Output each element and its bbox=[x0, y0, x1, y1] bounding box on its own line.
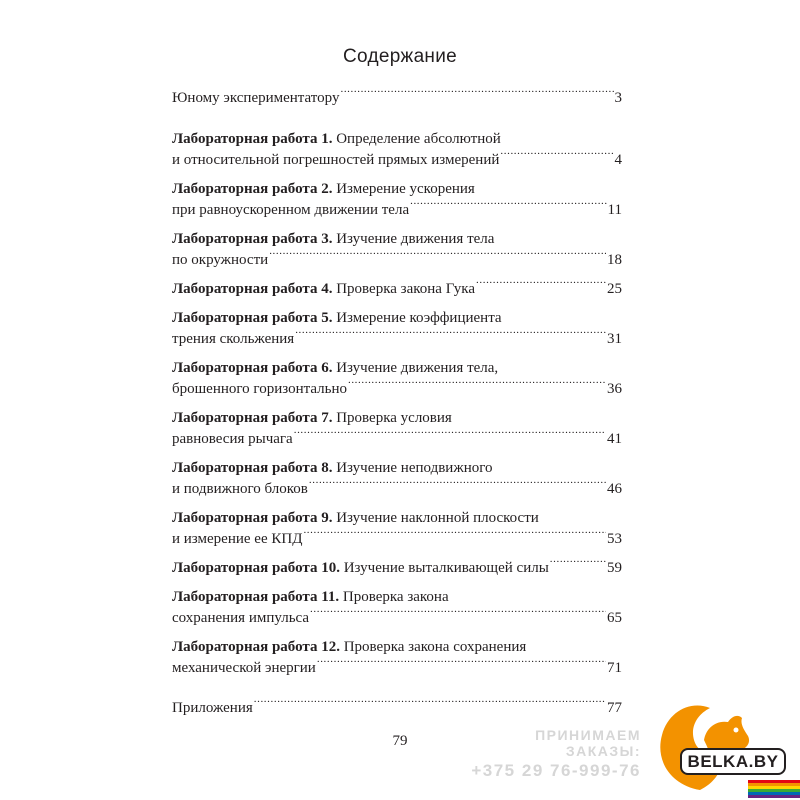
toc-entry-last-line bbox=[172, 608, 622, 629]
toc-page-number: 41 bbox=[607, 431, 622, 447]
toc-page-number: 59 bbox=[607, 560, 622, 576]
toc-entry-text bbox=[172, 529, 302, 550]
dot-leader bbox=[303, 529, 606, 543]
toc-entry-title: трения скольжения bbox=[172, 331, 295, 347]
dot-leader bbox=[269, 250, 606, 264]
toc-page-number: 36 bbox=[607, 381, 622, 397]
toc-page-number: 4 bbox=[614, 152, 622, 168]
toc-entry-last-line bbox=[172, 429, 622, 450]
toc-entry bbox=[172, 587, 622, 629]
toc-page-number: 53 bbox=[607, 531, 622, 547]
toc-entry-last-line bbox=[172, 529, 622, 550]
lab-work-label: Лабораторная работа 1. bbox=[172, 131, 333, 147]
toc-entry-text bbox=[172, 608, 309, 629]
toc-entry bbox=[172, 179, 622, 221]
toc-entry-last-line bbox=[172, 658, 622, 679]
toc-entry-text bbox=[172, 460, 493, 476]
toc-entry-line bbox=[172, 587, 622, 608]
logo-text: BELKA.BY bbox=[680, 748, 786, 775]
toc-entry-title: Проверка условия bbox=[332, 410, 452, 426]
toc-entry-title: и измерение ее КПД bbox=[172, 531, 303, 547]
lab-work-label: Лабораторная работа 9. bbox=[172, 510, 333, 526]
toc-entry-text bbox=[172, 131, 501, 147]
toc-entry-title: Изучение неподвижного bbox=[332, 460, 493, 476]
toc-entry-title: равновесия рычага bbox=[172, 431, 293, 447]
toc-entry-text bbox=[172, 150, 499, 171]
toc-entry-last-line bbox=[172, 479, 622, 500]
toc-entry-last-line bbox=[172, 250, 622, 271]
toc-entry-line bbox=[172, 408, 622, 429]
toc-entry-text bbox=[172, 479, 308, 500]
toc-entry-text bbox=[172, 698, 253, 719]
toc-entry bbox=[172, 408, 622, 450]
toc-entry-text bbox=[172, 639, 526, 655]
dot-leader bbox=[410, 200, 606, 214]
toc-entry bbox=[172, 698, 622, 719]
toc-entry-last-line bbox=[172, 379, 622, 400]
lab-work-label: Лабораторная работа 11. bbox=[172, 589, 340, 605]
dot-leader bbox=[550, 558, 606, 572]
toc-page-number: 18 bbox=[607, 252, 622, 268]
toc-entry-text bbox=[172, 200, 409, 221]
toc-entry-last-line bbox=[172, 558, 622, 579]
toc-entry bbox=[172, 88, 622, 109]
toc-entry-title: Изучение движения тела bbox=[332, 231, 495, 247]
toc-page-number: 3 bbox=[614, 90, 622, 106]
toc-entry-line bbox=[172, 358, 622, 379]
toc-entry bbox=[172, 558, 622, 579]
toc-entry-text bbox=[172, 658, 316, 679]
toc-page-number: 25 bbox=[607, 281, 622, 297]
toc-entry-title: и относительной погрешностей прямых измерений bbox=[172, 152, 500, 168]
toc-entry bbox=[172, 279, 622, 300]
watermark bbox=[456, 727, 641, 781]
toc-page-number: 31 bbox=[607, 331, 622, 347]
lab-work-label: Лабораторная работа 6. bbox=[172, 360, 333, 376]
dot-leader bbox=[348, 379, 606, 393]
toc-entry-line bbox=[172, 508, 622, 529]
dot-leader bbox=[294, 429, 606, 443]
watermark-line-2: +375 29 76-999-76 bbox=[471, 761, 641, 780]
toc-entry bbox=[172, 308, 622, 350]
dot-leader bbox=[310, 608, 606, 622]
dot-leader bbox=[476, 279, 606, 293]
toc-entry-text bbox=[172, 279, 475, 300]
toc-entry-line bbox=[172, 229, 622, 250]
toc-entry bbox=[172, 129, 622, 171]
toc-page-number: 65 bbox=[607, 610, 622, 626]
lab-work-label: Лабораторная работа 5. bbox=[172, 310, 333, 326]
toc-entry-title: Юному экспериментатору bbox=[172, 90, 340, 106]
toc-entry-line bbox=[172, 179, 622, 200]
toc-entry-title: брошенного горизонтально bbox=[172, 381, 347, 397]
toc-entry-title: Измерение ускорения bbox=[332, 181, 475, 197]
toc-entry bbox=[172, 508, 622, 550]
lab-work-label: Лабораторная работа 12. bbox=[172, 639, 340, 655]
toc-entry bbox=[172, 458, 622, 500]
toc-entry-title: Изучение выталкивающей силы bbox=[339, 560, 549, 576]
toc-entry-text bbox=[172, 589, 449, 605]
toc-entry-title: Измерение коэффициента bbox=[332, 310, 502, 326]
table-of-contents bbox=[172, 88, 622, 719]
lab-work-label: Лабораторная работа 8. bbox=[172, 460, 333, 476]
toc-entry-line bbox=[172, 637, 622, 658]
dot-leader bbox=[295, 329, 606, 343]
toc-entry-title: по окружности bbox=[172, 252, 269, 268]
toc-entry-text bbox=[172, 510, 539, 526]
toc-entry-title: сохранения импульса bbox=[172, 610, 310, 626]
toc-entry-text bbox=[172, 181, 475, 197]
toc-page-number: 71 bbox=[607, 660, 622, 676]
toc-entry-title: механической энергии bbox=[172, 660, 316, 676]
toc-entry-title: Изучение движения тела, bbox=[332, 360, 499, 376]
toc-entry-text bbox=[172, 250, 268, 271]
toc-entry-title: Проверка закона Гука bbox=[332, 281, 476, 297]
toc-entry-title: Приложения bbox=[172, 700, 253, 716]
toc-entry-text bbox=[172, 379, 347, 400]
toc-entry-text bbox=[172, 360, 498, 376]
dot-leader bbox=[500, 150, 613, 164]
dot-leader bbox=[340, 88, 613, 102]
lab-work-label: Лабораторная работа 4. bbox=[172, 281, 333, 297]
toc-entry-line bbox=[172, 129, 622, 150]
toc-entry bbox=[172, 358, 622, 400]
toc-entry-text bbox=[172, 88, 339, 109]
toc-entry-last-line bbox=[172, 329, 622, 350]
dot-leader bbox=[254, 698, 606, 712]
toc-entry-title: Изучение наклонной плоскости bbox=[332, 510, 539, 526]
toc-entry-title: Проверка закона сохранения bbox=[339, 639, 527, 655]
toc-entry-last-line bbox=[172, 698, 622, 719]
logo-stripe-purple bbox=[748, 795, 800, 798]
toc-entry-last-line bbox=[172, 150, 622, 171]
lab-work-label: Лабораторная работа 2. bbox=[172, 181, 333, 197]
toc-entry-title: и подвижного блоков bbox=[172, 481, 308, 497]
toc-entry-text bbox=[172, 558, 549, 579]
toc-entry-text bbox=[172, 329, 294, 350]
dot-leader bbox=[317, 658, 606, 672]
lab-work-label: Лабораторная работа 7. bbox=[172, 410, 333, 426]
toc-page-number: 77 bbox=[607, 700, 622, 716]
toc-entry-line bbox=[172, 458, 622, 479]
toc-entry-title: при равноускоренном движении тела bbox=[172, 202, 410, 218]
page-title: Содержание bbox=[342, 46, 458, 67]
toc-page-number: 46 bbox=[607, 481, 622, 497]
toc-entry-text bbox=[172, 410, 452, 426]
toc-entry bbox=[172, 229, 622, 271]
toc-entry-last-line bbox=[172, 88, 622, 109]
watermark-line-1: ПРИНИМАЕМ ЗАКАЗЫ: bbox=[535, 727, 641, 759]
dot-leader bbox=[309, 479, 606, 493]
toc-entry-title: Определение абсолютной bbox=[332, 131, 501, 147]
toc-entry-text bbox=[172, 231, 494, 247]
toc-entry-last-line bbox=[172, 279, 622, 300]
toc-entry bbox=[172, 637, 622, 679]
lab-work-label: Лабораторная работа 3. bbox=[172, 231, 333, 247]
toc-page-number: 11 bbox=[607, 202, 622, 218]
toc-entry-text bbox=[172, 310, 502, 326]
toc-entry-text bbox=[172, 429, 293, 450]
toc-entry-line bbox=[172, 308, 622, 329]
toc-entry-last-line bbox=[172, 200, 622, 221]
page-number: 79 bbox=[392, 733, 408, 749]
lab-work-label: Лабораторная работа 10. bbox=[172, 560, 340, 576]
toc-entry-title: Проверка закона bbox=[339, 589, 449, 605]
